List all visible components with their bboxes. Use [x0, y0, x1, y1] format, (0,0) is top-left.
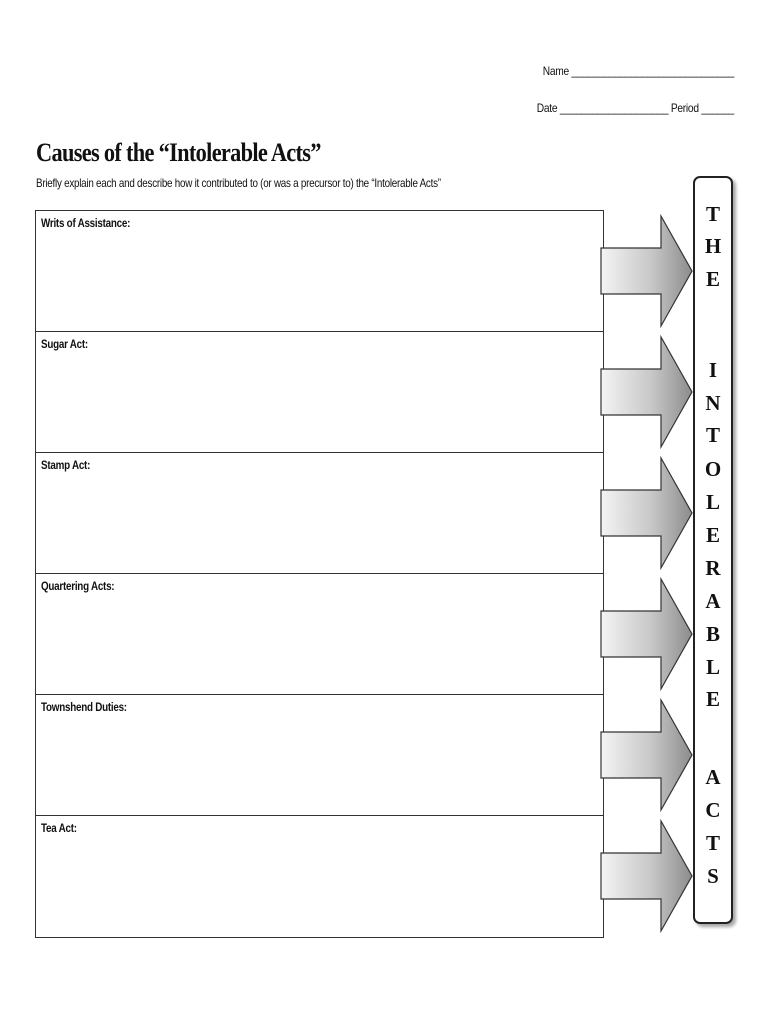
section-writs-of-assistance[interactable] — [36, 211, 603, 332]
section-quartering-acts[interactable] — [36, 574, 603, 695]
name-field[interactable]: Name ______________________________ — [542, 64, 734, 78]
section-label: Townshend Duties: — [41, 700, 127, 714]
banner-letter: A — [705, 765, 721, 789]
banner-letter: E — [705, 267, 720, 291]
section-label: Tea Act: — [41, 821, 77, 835]
banner-letter: O — [704, 457, 722, 481]
section-label: Sugar Act: — [41, 337, 88, 351]
section-stamp-act[interactable] — [36, 453, 603, 574]
section-label: Writs of Assistance: — [41, 216, 131, 230]
banner-letter: N — [705, 391, 721, 415]
date-period-field[interactable]: Date ____________________ Period ______ — [536, 101, 734, 115]
arrow-icon — [598, 333, 698, 451]
arrow-icon — [598, 696, 698, 814]
intolerable-acts-banner — [693, 176, 733, 924]
banner-letter: B — [705, 622, 720, 646]
section-label: Stamp Act: — [41, 458, 91, 472]
banner-letter: S — [707, 864, 719, 888]
banner-letter: H — [704, 234, 722, 258]
arrow-icon — [598, 817, 698, 935]
arrow-icon — [598, 212, 698, 330]
banner-letter: T — [705, 831, 720, 855]
section-label: Quartering Acts: — [41, 579, 115, 593]
section-tea-act[interactable] — [36, 816, 603, 937]
banner-letter: E — [705, 687, 720, 711]
banner-letter: T — [705, 423, 720, 447]
section-sugar-act[interactable] — [36, 332, 603, 453]
banner-letter: L — [705, 490, 720, 514]
banner-letter: R — [705, 556, 721, 580]
banner-letter: T — [705, 202, 720, 226]
banner-letter: L — [705, 655, 720, 679]
arrow-icon — [598, 575, 698, 693]
banner-letter: I — [708, 358, 718, 382]
banner-letter: C — [705, 798, 721, 822]
section-townshend-duties[interactable] — [36, 695, 603, 816]
arrow-icon — [598, 454, 698, 572]
banner-letter: E — [705, 523, 720, 547]
instructions: Briefly explain each and describe how it contributed to (or was a precursor to) the “Intolerable Acts” — [36, 176, 441, 190]
page-title: Causes of the “Intolerable Acts” — [36, 138, 321, 167]
causes-table — [35, 210, 604, 938]
banner-letter: A — [705, 589, 721, 613]
